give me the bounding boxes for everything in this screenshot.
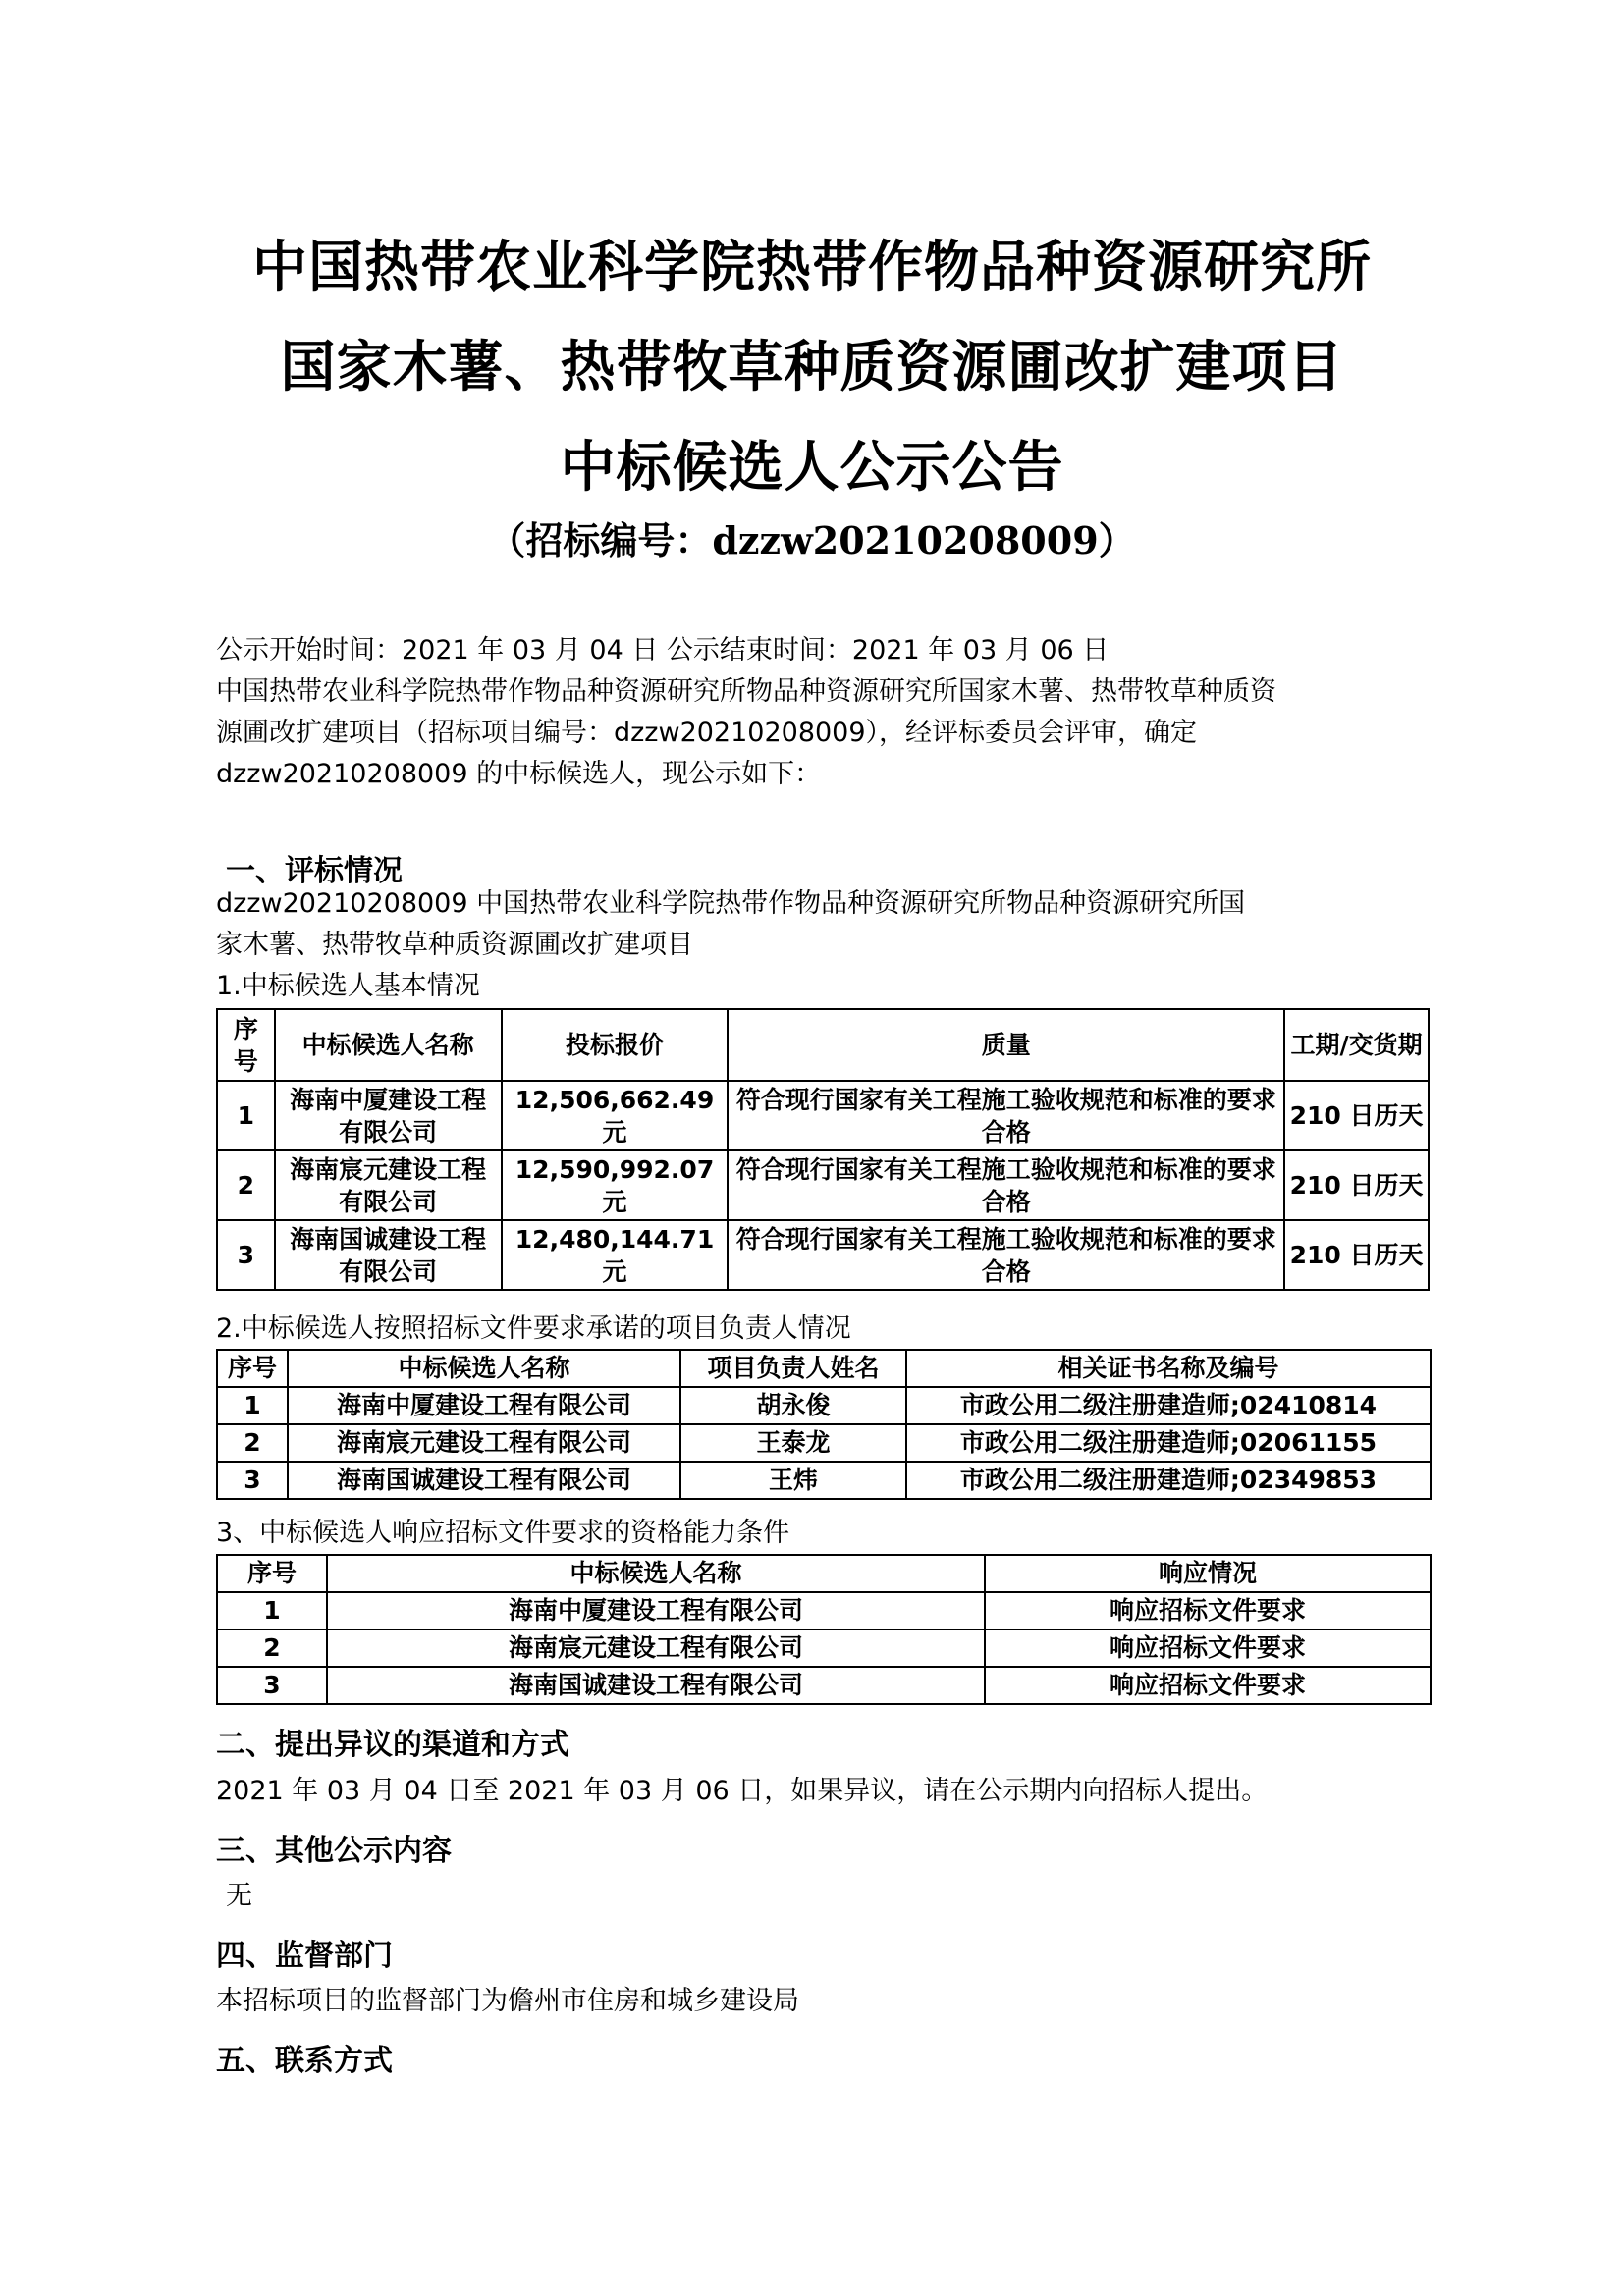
col-header-no: 序号 <box>217 1009 275 1081</box>
col-header-response: 响应情况 <box>985 1555 1431 1592</box>
section-5-heading: 五、联系方式 <box>216 2044 393 2078</box>
section-4-heading: 四、监督部门 <box>216 1939 393 1973</box>
intro-line-2: 源圃改扩建项目（招标项目编号：dzzw20210208009），经评标委员会评审，确定 <box>216 718 1198 748</box>
col-header-cert: 相关证书名称及编号 <box>906 1350 1431 1387</box>
section-3-heading: 三、其他公示内容 <box>216 1834 452 1868</box>
title-line-1: 中国热带农业科学院热带作物品种资源研究所 <box>252 235 1372 299</box>
table-1-caption: 1.中标候选人基本情况 <box>216 971 480 1001</box>
row-no: 1 <box>217 1592 327 1629</box>
section-2-text: 2021 年 03 月 04 日至 2021 年 03 月 06 日，如果异议，请在公示期内向招标人提出。 <box>216 1776 1269 1806</box>
row-quality: 符合现行国家有关工程施工验收规范和标准的要求合格 <box>728 1081 1284 1150</box>
section-3-text: 无 <box>226 1881 252 1911</box>
col-header-price: 投标报价 <box>502 1009 729 1081</box>
row-manager: 胡永俊 <box>680 1387 906 1424</box>
col-header-no: 序号 <box>217 1350 288 1387</box>
row-name: 海南国诚建设工程有限公司 <box>275 1220 502 1290</box>
intro-line-1: 中国热带农业科学院热带作物品种资源研究所物品种资源研究所国家木薯、热带牧草种质资 <box>216 676 1276 707</box>
col-header-name: 中标候选人名称 <box>275 1009 502 1081</box>
row-no: 3 <box>217 1220 275 1290</box>
section-4-text: 本招标项目的监督部门为儋州市住房和城乡建设局 <box>216 1986 799 2016</box>
table-row <box>217 1462 1431 1499</box>
row-no: 2 <box>217 1629 327 1667</box>
row-response: 响应招标文件要求 <box>985 1667 1431 1704</box>
table-row <box>217 1424 1431 1462</box>
project-manager-table <box>216 1349 1432 1500</box>
row-name: 海南中厦建设工程有限公司 <box>288 1387 680 1424</box>
row-name: 海南国诚建设工程有限公司 <box>288 1462 680 1499</box>
row-price: 12,480,144.71元 <box>502 1220 729 1290</box>
section-2-heading: 二、提出异议的渠道和方式 <box>216 1728 569 1762</box>
col-header-quality: 质量 <box>728 1009 1284 1081</box>
table-2-caption: 2.中标候选人按照招标文件要求承诺的项目负责人情况 <box>216 1313 851 1344</box>
candidates-basic-table <box>216 1008 1430 1291</box>
table-row <box>217 1629 1431 1667</box>
row-period: 210 日历天 <box>1284 1150 1429 1220</box>
row-period: 210 日历天 <box>1284 1220 1429 1290</box>
row-name: 海南宸元建设工程有限公司 <box>275 1150 502 1220</box>
col-header-period: 工期/交货期 <box>1284 1009 1429 1081</box>
row-no: 3 <box>217 1667 327 1704</box>
title-line-3: 中标候选人公示公告 <box>560 435 1064 500</box>
row-response: 响应招标文件要求 <box>985 1629 1431 1667</box>
table-row <box>217 1667 1431 1704</box>
table-row <box>217 1150 1429 1220</box>
col-header-no: 序号 <box>217 1555 327 1592</box>
row-no: 1 <box>217 1387 288 1424</box>
section-1-desc-line-1: dzzw20210208009 中国热带农业科学院热带作物品种资源研究所物品种资源研究所国 <box>216 888 1246 919</box>
row-manager: 王泰龙 <box>680 1424 906 1462</box>
table-header-row <box>217 1009 1429 1081</box>
intro-period: 公示开始时间：2021 年 03 月 04 日 公示结束时间：2021 年 03 月 06 日 <box>216 635 1110 666</box>
table-row <box>217 1081 1429 1150</box>
row-cert: 市政公用二级注册建造师;02410814 <box>906 1387 1431 1424</box>
row-name: 海南中厦建设工程有限公司 <box>275 1081 502 1150</box>
row-quality: 符合现行国家有关工程施工验收规范和标准的要求合格 <box>728 1220 1284 1290</box>
row-no: 2 <box>217 1424 288 1462</box>
row-no: 1 <box>217 1081 275 1150</box>
col-header-manager: 项目负责人姓名 <box>680 1350 906 1387</box>
row-price: 12,506,662.49元 <box>502 1081 729 1150</box>
row-response: 响应招标文件要求 <box>985 1592 1431 1629</box>
row-cert: 市政公用二级注册建造师;02349853 <box>906 1462 1431 1499</box>
row-price: 12,590,992.07元 <box>502 1150 729 1220</box>
bid-number: （招标编号：dzzw20210208009） <box>488 518 1136 562</box>
table-row <box>217 1592 1431 1629</box>
row-name: 海南国诚建设工程有限公司 <box>327 1667 985 1704</box>
qualification-response-table <box>216 1554 1432 1705</box>
col-header-name: 中标候选人名称 <box>288 1350 680 1387</box>
row-no: 3 <box>217 1462 288 1499</box>
section-1-desc-line-2: 家木薯、热带牧草种质资源圃改扩建项目 <box>216 930 693 960</box>
table-header-row <box>217 1350 1431 1387</box>
table-row <box>217 1220 1429 1290</box>
row-name: 海南中厦建设工程有限公司 <box>327 1592 985 1629</box>
table-3-caption: 3、中标候选人响应招标文件要求的资格能力条件 <box>216 1518 790 1548</box>
row-manager: 王炜 <box>680 1462 906 1499</box>
row-period: 210 日历天 <box>1284 1081 1429 1150</box>
intro-line-3: dzzw20210208009 的中标候选人，现公示如下： <box>216 759 822 789</box>
title-line-2: 国家木薯、热带牧草种质资源圃改扩建项目 <box>280 335 1344 400</box>
section-1-heading: 一、评标情况 <box>226 854 403 888</box>
table-header-row <box>217 1555 1431 1592</box>
row-name: 海南宸元建设工程有限公司 <box>327 1629 985 1667</box>
col-header-name: 中标候选人名称 <box>327 1555 985 1592</box>
row-cert: 市政公用二级注册建造师;02061155 <box>906 1424 1431 1462</box>
row-quality: 符合现行国家有关工程施工验收规范和标准的要求合格 <box>728 1150 1284 1220</box>
row-no: 2 <box>217 1150 275 1220</box>
table-row <box>217 1387 1431 1424</box>
row-name: 海南宸元建设工程有限公司 <box>288 1424 680 1462</box>
